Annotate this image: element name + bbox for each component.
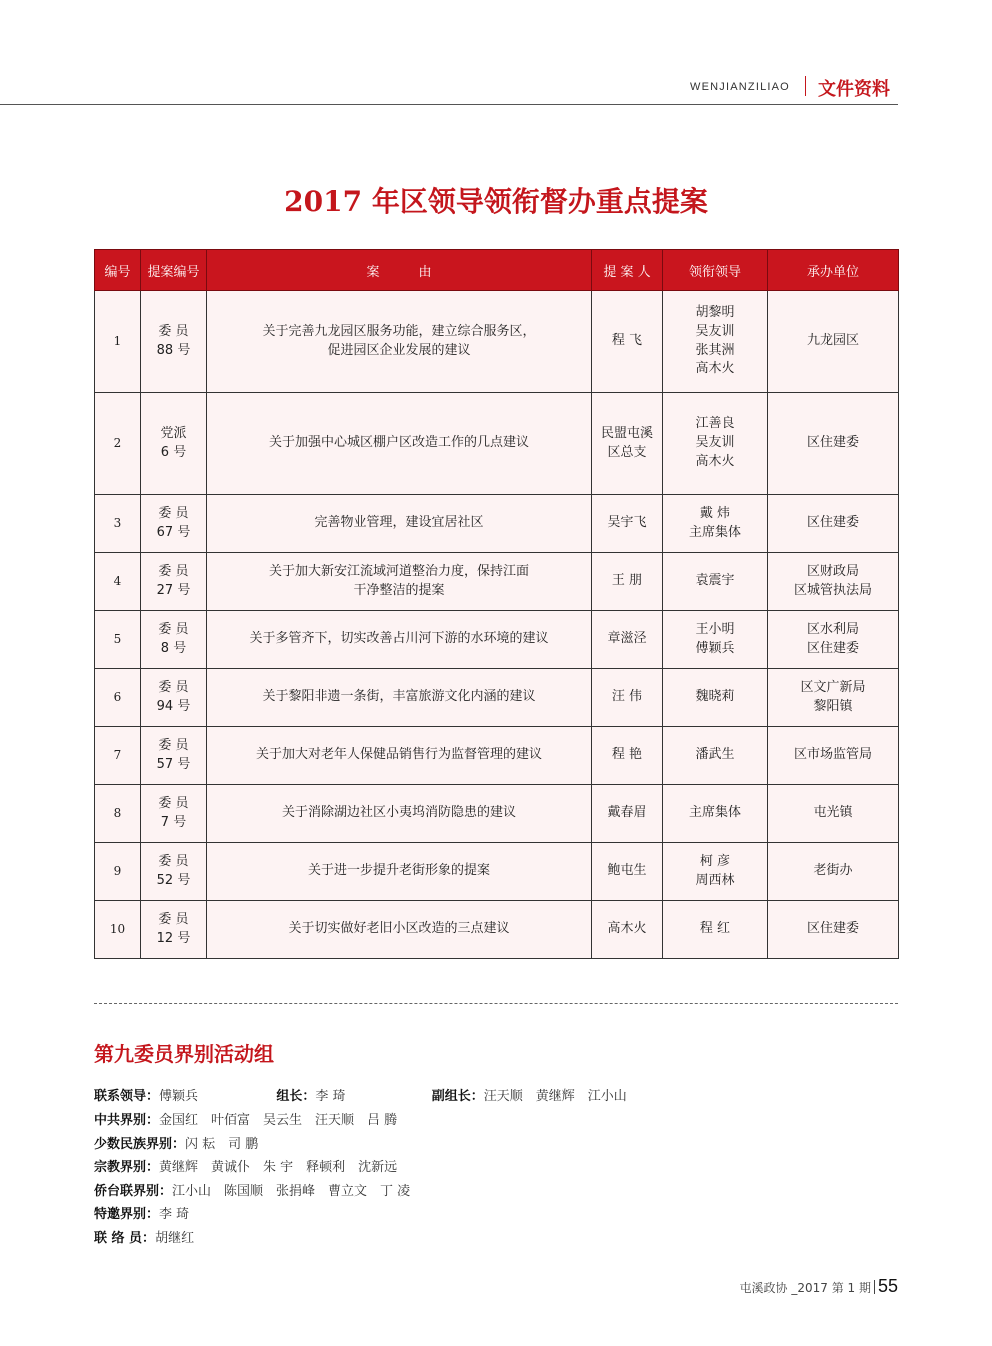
- cell-subject: [207, 611, 592, 669]
- units-line: 老街办: [813, 863, 853, 879]
- member-row-value: 李 琦: [159, 1207, 190, 1222]
- leaders-line: 张其洲: [695, 342, 735, 358]
- units-line: 区住建委: [806, 640, 859, 656]
- leaders-line: 程 红: [699, 921, 731, 937]
- member-row-label: 侨台联界别：: [94, 1183, 173, 1199]
- cell-leaders: [663, 611, 768, 669]
- code-line: 7 号: [160, 814, 187, 830]
- table-header-row: [95, 250, 899, 291]
- table-row: [95, 553, 899, 611]
- subject-line: 关于完善九龙园区服务功能，建立综合服务区，: [262, 324, 536, 340]
- units-line: 区水利局: [806, 621, 859, 637]
- cell-number: 4: [95, 553, 141, 611]
- member-row-label: 宗教界别：: [94, 1160, 160, 1175]
- cell-leaders: [663, 393, 768, 495]
- cell-subject: [207, 495, 592, 553]
- deputy-leader-value: 汪天顺 黄继辉 江小山: [483, 1089, 627, 1104]
- cell-leaders: [663, 669, 768, 727]
- cell-proposer: [592, 901, 663, 959]
- code-line: 12 号: [156, 930, 191, 946]
- cell-number: 7: [95, 727, 141, 785]
- subject-line: 关于切实做好老旧小区改造的三点建议: [288, 921, 510, 937]
- subject-line: 关于加大新安江流域河道整治力度，保持江面: [268, 564, 529, 580]
- cell-subject: [207, 553, 592, 611]
- cell-proposal-code: [141, 495, 207, 553]
- footer-separator: [874, 1280, 875, 1294]
- group-title: 第九委员界别活动组: [94, 1042, 274, 1066]
- member-row-label: 联 络 员：: [94, 1230, 156, 1246]
- header-rule: [0, 104, 898, 105]
- cell-units: [768, 669, 899, 727]
- deputy-leader-label: 副组长：: [431, 1089, 484, 1104]
- subject-line: 关于多管齐下，切实改善占川河下游的水环境的建议: [249, 631, 549, 647]
- proposer-line: 章滋泾: [607, 631, 647, 647]
- member-row: [94, 1109, 397, 1128]
- member-row-value: 江小山 陈国顺 张捐峰 曹立文 丁 凌: [172, 1183, 411, 1199]
- cell-proposer: [592, 843, 663, 901]
- cell-proposer: [592, 785, 663, 843]
- code-line: 委 员: [158, 737, 189, 753]
- proposer-line: 戴春眉: [607, 805, 647, 821]
- cell-number: 1: [95, 291, 141, 393]
- cell-proposal-code: [141, 901, 207, 959]
- leaders-line: 主席集体: [688, 805, 741, 821]
- leaders-line: 主席集体: [688, 524, 741, 540]
- cell-leaders: [663, 553, 768, 611]
- header-section-title: 文件资料: [818, 79, 890, 100]
- group-leader-label: 组长：: [276, 1089, 316, 1104]
- cell-proposal-code: [141, 393, 207, 495]
- member-row-label: 中共界别：: [94, 1113, 160, 1128]
- table-row: [95, 291, 899, 393]
- cell-number: 9: [95, 843, 141, 901]
- table-row: [95, 901, 899, 959]
- code-line: 委 员: [158, 853, 189, 869]
- leaders-line: 傅颖兵: [695, 640, 735, 656]
- proposer-line: 区总支: [607, 444, 647, 460]
- table-row: [95, 669, 899, 727]
- header-proposal-code: 提案编号: [141, 250, 207, 291]
- cell-proposer: [592, 291, 663, 393]
- leaders-line: 高木火: [695, 453, 735, 469]
- page-footer: [700, 1276, 898, 1297]
- table-row: [95, 495, 899, 553]
- table-row: [95, 785, 899, 843]
- member-row-value: 闪 耘 司 鹏: [185, 1136, 259, 1152]
- cell-subject: [207, 669, 592, 727]
- cell-subject: [207, 727, 592, 785]
- member-row: [94, 1180, 410, 1199]
- units-line: 区文广新局: [800, 679, 866, 695]
- cell-proposal-code: [141, 291, 207, 393]
- leaders-line: 戴 炜: [699, 505, 731, 521]
- code-line: 委 员: [158, 621, 189, 637]
- code-line: 57 号: [156, 756, 191, 772]
- cell-units: [768, 495, 899, 553]
- table-row: [95, 393, 899, 495]
- cell-proposer: [592, 611, 663, 669]
- cell-units: [768, 843, 899, 901]
- cell-proposer: [592, 393, 663, 495]
- proposer-line: 民盟屯溪: [600, 425, 653, 441]
- units-line: 屯光镇: [813, 805, 853, 821]
- code-line: 委 员: [158, 679, 189, 695]
- subject-line: 促进园区企业发展的建议: [327, 342, 471, 358]
- section-divider: [94, 1003, 898, 1004]
- cell-units: [768, 727, 899, 785]
- code-line: 94 号: [156, 698, 191, 714]
- cell-units: [768, 553, 899, 611]
- proposer-line: 高木火: [607, 921, 647, 937]
- table-row: [95, 611, 899, 669]
- cell-leaders: [663, 901, 768, 959]
- cell-proposal-code: [141, 843, 207, 901]
- member-row-value: 胡继红: [155, 1230, 195, 1246]
- member-row-value: 黄继辉 黄诚仆 朱 宇 释顿利 沈新远: [159, 1160, 398, 1175]
- cell-proposal-code: [141, 611, 207, 669]
- cell-number: 5: [95, 611, 141, 669]
- header-number: 编号: [95, 250, 141, 291]
- page-number: 55: [877, 1276, 898, 1296]
- member-row: [94, 1156, 397, 1175]
- leaders-line: 魏晓莉: [695, 689, 735, 705]
- code-line: 委 员: [158, 505, 189, 521]
- cell-number: 2: [95, 393, 141, 495]
- units-line: 区住建委: [806, 435, 859, 451]
- code-line: 67 号: [156, 524, 191, 540]
- cell-proposal-code: [141, 669, 207, 727]
- subject-line: 关于进一步提升老街形象的提案: [307, 863, 490, 879]
- table-row: [95, 843, 899, 901]
- units-line: 区住建委: [806, 921, 859, 937]
- cell-units: [768, 393, 899, 495]
- member-row-value: 金国红 叶佰富 吴云生 汪天顺 吕 腾: [159, 1113, 398, 1128]
- units-line: 区城管执法局: [793, 582, 872, 598]
- cell-leaders: [663, 843, 768, 901]
- cell-units: [768, 291, 899, 393]
- cell-number: 10: [95, 901, 141, 959]
- header-units: 承办单位: [768, 250, 899, 291]
- leaders-line: 江善良: [695, 416, 735, 432]
- cell-proposal-code: [141, 553, 207, 611]
- code-line: 委 员: [158, 563, 189, 579]
- leaders-line: 吴友训: [695, 323, 735, 339]
- cell-leaders: [663, 291, 768, 393]
- leaders-line: 王小明: [695, 621, 735, 637]
- units-line: 九龙园区: [806, 333, 859, 349]
- cell-number: 8: [95, 785, 141, 843]
- header-proposer: 提 案 人: [592, 250, 663, 291]
- cell-subject: [207, 291, 592, 393]
- header-separator: [805, 76, 806, 96]
- cell-subject: [207, 843, 592, 901]
- units-line: 区住建委: [806, 515, 859, 531]
- member-row: [94, 1203, 189, 1222]
- header-subject: 案 由: [207, 250, 592, 291]
- subject-line: 关于消除湖边社区小夷坞消防隐患的建议: [281, 805, 516, 821]
- cell-subject: [207, 901, 592, 959]
- units-line: 区财政局: [806, 563, 859, 579]
- contact-leader-label: 联系领导：: [94, 1089, 160, 1104]
- proposer-line: 吴宇飞: [607, 515, 647, 531]
- cell-leaders: [663, 785, 768, 843]
- cell-proposer: [592, 727, 663, 785]
- contact-leader-value: 傅颖兵: [159, 1089, 199, 1104]
- group-leader-value: 李 琦: [315, 1089, 346, 1104]
- leaders-line: 柯 彦: [699, 853, 731, 869]
- proposals-table: [94, 249, 899, 959]
- code-line: 88 号: [156, 342, 191, 358]
- cell-number: 6: [95, 669, 141, 727]
- subject-line: 关于加强中心城区棚户区改造工作的几点建议: [268, 435, 529, 451]
- subject-line: 关于黎阳非遗一条街，丰富旅游文化内涵的建议: [262, 689, 536, 705]
- code-line: 52 号: [156, 872, 191, 888]
- code-line: 8 号: [160, 640, 187, 656]
- member-row: [94, 1133, 258, 1152]
- code-line: 27 号: [156, 582, 191, 598]
- header-english-title: WENJIANZILIAO: [690, 81, 790, 93]
- leaders-line: 潘武生: [695, 747, 735, 763]
- proposer-line: 汪 伟: [611, 689, 643, 705]
- cell-subject: [207, 785, 592, 843]
- footer-journal: 屯溪政协 _2017 第 1 期: [739, 1281, 871, 1295]
- cell-proposer: [592, 553, 663, 611]
- member-row-label: 少数民族界别：: [94, 1136, 186, 1152]
- cell-proposer: [592, 495, 663, 553]
- code-line: 党派: [160, 425, 187, 441]
- page-title: 2017 年区领导领衔督办重点提案: [284, 185, 708, 218]
- leaders-line: 胡黎明: [695, 304, 735, 320]
- cell-units: [768, 901, 899, 959]
- code-line: 委 员: [158, 795, 189, 811]
- proposer-line: 程 艳: [611, 747, 643, 763]
- leaders-line: 袁震宇: [695, 573, 735, 589]
- leaders-line: 周西林: [695, 872, 735, 888]
- subject-line: 干净整洁的提案: [353, 582, 445, 598]
- cell-proposer: [592, 669, 663, 727]
- proposer-line: 王 朋: [611, 573, 643, 589]
- subject-line: 关于加大对老年人保健品销售行为监督管理的建议: [255, 747, 542, 763]
- group-leadership-row: [94, 1085, 627, 1104]
- proposer-line: 程 飞: [611, 333, 643, 349]
- cell-number: 3: [95, 495, 141, 553]
- code-line: 委 员: [158, 323, 189, 339]
- table-row: [95, 727, 899, 785]
- code-line: 6 号: [160, 444, 187, 460]
- cell-subject: [207, 393, 592, 495]
- cell-proposal-code: [141, 785, 207, 843]
- leaders-line: 吴友训: [695, 435, 735, 451]
- leaders-line: 高木火: [695, 361, 735, 377]
- header-leaders: 领衔领导: [663, 250, 768, 291]
- member-row: [94, 1227, 194, 1246]
- code-line: 委 员: [158, 911, 189, 927]
- cell-leaders: [663, 727, 768, 785]
- units-line: 区市场监管局: [793, 747, 872, 763]
- cell-proposal-code: [141, 727, 207, 785]
- member-row-label: 特邀界别：: [94, 1207, 160, 1222]
- units-line: 黎阳镇: [813, 698, 853, 714]
- cell-leaders: [663, 495, 768, 553]
- cell-units: [768, 785, 899, 843]
- subject-line: 完善物业管理，建设宜居社区: [314, 515, 484, 531]
- cell-units: [768, 611, 899, 669]
- proposer-line: 鲍屯生: [607, 863, 647, 879]
